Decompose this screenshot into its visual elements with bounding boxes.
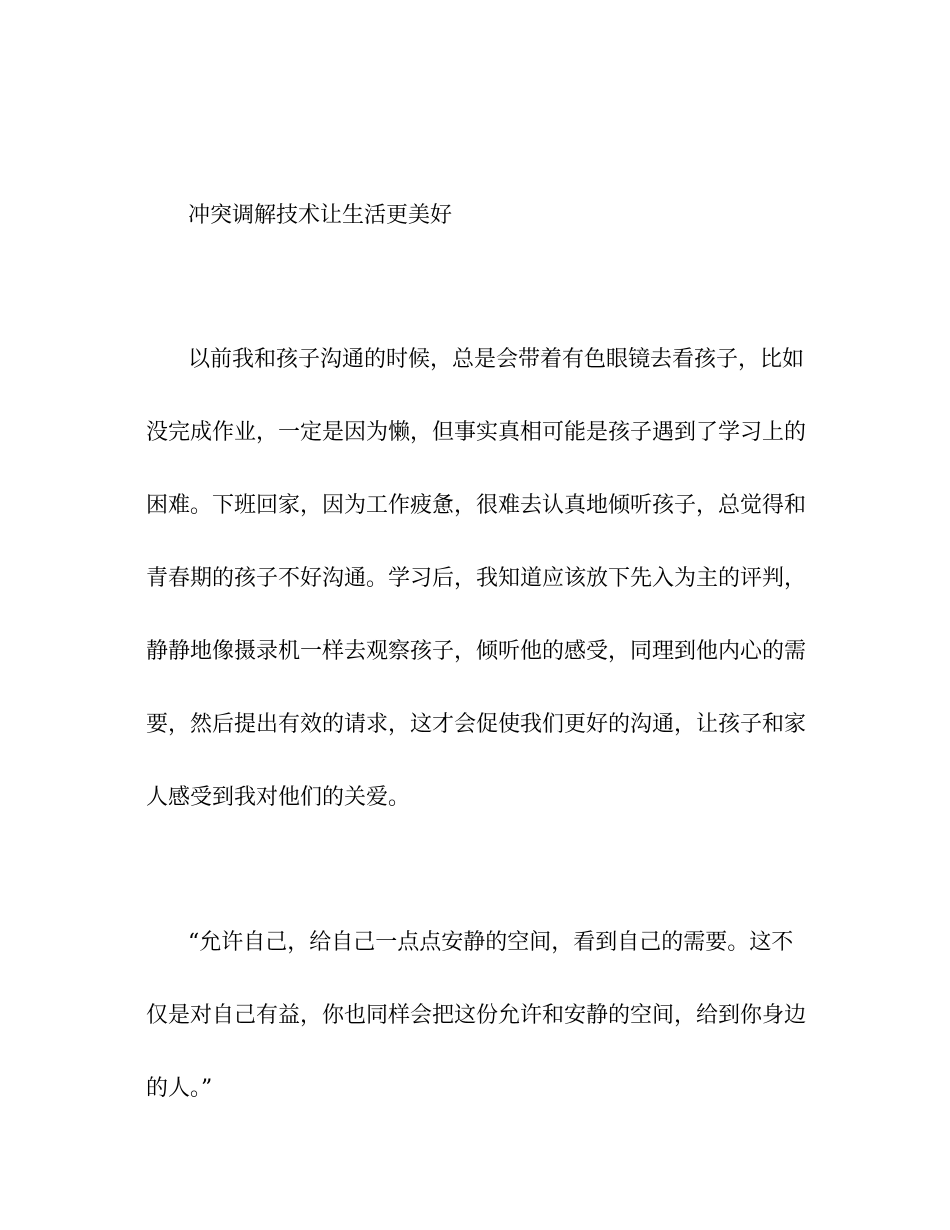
paragraph-line: 要，然后提出有效的请求，这才会促使我们更好的沟通，让孩子和家 (146, 712, 807, 737)
paragraph-line: 的人。” (146, 1076, 213, 1101)
paragraph-2-quote (146, 906, 806, 1125)
document-title: 冲突调解技术让生活更美好 (188, 203, 453, 228)
paragraph-line: 仅是对自己有益，你也同样会把这份允许和安静的空间，给到你身边 (146, 1003, 807, 1028)
paragraph-line: “允许自己，给自己一点点安静的空间，看到自己的需要。这不 (188, 930, 794, 955)
paragraph-line: 人感受到我对他们的关爱。 (146, 785, 411, 810)
paragraph-1 (146, 323, 806, 834)
paragraph-line: 以前我和孩子沟通的时候，总是会带着有色眼镜去看孩子，比如 (188, 347, 805, 372)
paragraph-line: 青春期的孩子不好沟通。学习后，我知道应该放下先入为主的评判， (146, 566, 807, 591)
paragraph-line: 静静地像摄录机一样去观察孩子，倾听他的感受，同理到他内心的需 (146, 639, 807, 664)
paragraph-line: 困难。下班回家，因为工作疲惫，很难去认真地倾听孩子，总觉得和 (146, 493, 807, 518)
paragraph-line: 没完成作业，一定是因为懒，但事实真相可能是孩子遇到了学习上的 (146, 420, 807, 445)
